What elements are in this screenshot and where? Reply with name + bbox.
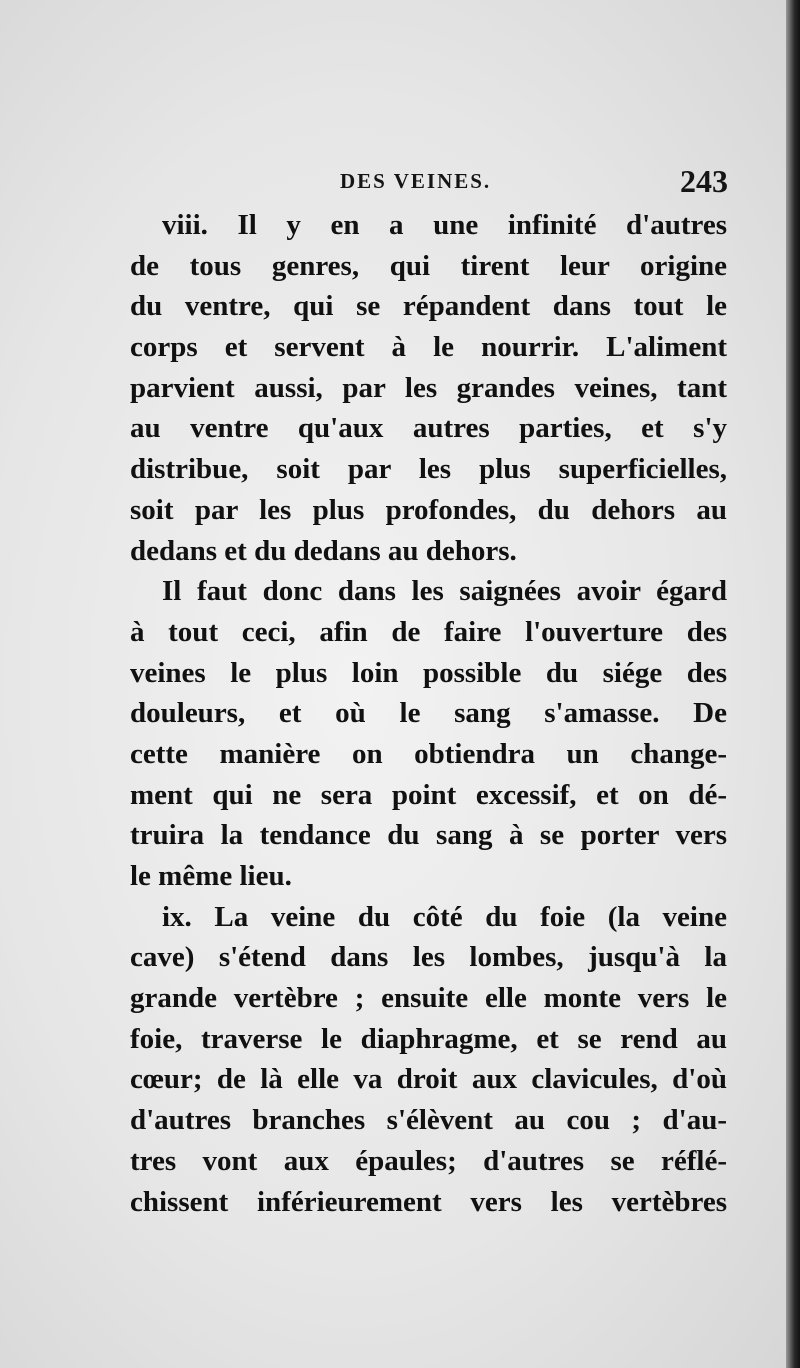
text-line: soit par les plus profondes, du dehors au: [130, 493, 727, 526]
text-line: truira la tendance du sang à se porter vers: [130, 819, 727, 852]
page-body-text: [130, 205, 727, 1222]
text-line: viii. Il y en a une infinité d'autres: [162, 209, 727, 241]
text-line: corps et servent à le nourrir. L'aliment: [130, 331, 727, 364]
text-line: grande vertèbre ; ensuite elle monte vers le: [130, 982, 727, 1015]
text-line: tres vont aux épaules; d'autres se réflé-: [130, 1144, 727, 1177]
text-line: parvient aussi, par les grandes veines, tant: [130, 371, 727, 404]
text-line: cette manière on obtiendra un change-: [130, 737, 727, 770]
text-line: de tous genres, qui tirent leur origine: [130, 249, 727, 282]
text-line: chissent inférieurement vers les vertèbres: [130, 1185, 727, 1218]
text-line: cœur; de là elle va droit aux clavicules, d'où: [130, 1063, 727, 1096]
text-line: cave) s'étend dans les lombes, jusqu'à la: [130, 941, 727, 974]
text-line: à tout ceci, afin de faire l'ouverture des: [130, 615, 727, 648]
text-line: du ventre, qui se répandent dans tout le: [130, 290, 727, 323]
text-line: distribue, soit par les plus superficielles,: [130, 453, 727, 486]
text-line: veines le plus loin possible du siége des: [130, 656, 727, 689]
text-line: au ventre qu'aux autres parties, et s'y: [130, 412, 727, 445]
page-number: 243: [680, 163, 728, 199]
book-gutter: [786, 0, 800, 1368]
text-line: le même lieu.: [130, 860, 292, 892]
running-title: DES VEINES.: [340, 169, 492, 193]
text-line: douleurs, et où le sang s'amasse. De: [130, 697, 727, 730]
text-line: foie, traverse le diaphragme, et se rend au: [130, 1022, 727, 1055]
page-header: [128, 163, 728, 203]
text-line: ment qui ne sera point excessif, et on dé-: [130, 778, 727, 811]
text-line: Il faut donc dans les saignées avoir égard: [162, 575, 727, 608]
text-line: ix. La veine du côté du foie (la veine: [162, 900, 727, 933]
text-line: d'autres branches s'élèvent au cou ; d'au-: [130, 1104, 727, 1137]
text-line: dedans et du dedans au dehors.: [130, 534, 517, 567]
